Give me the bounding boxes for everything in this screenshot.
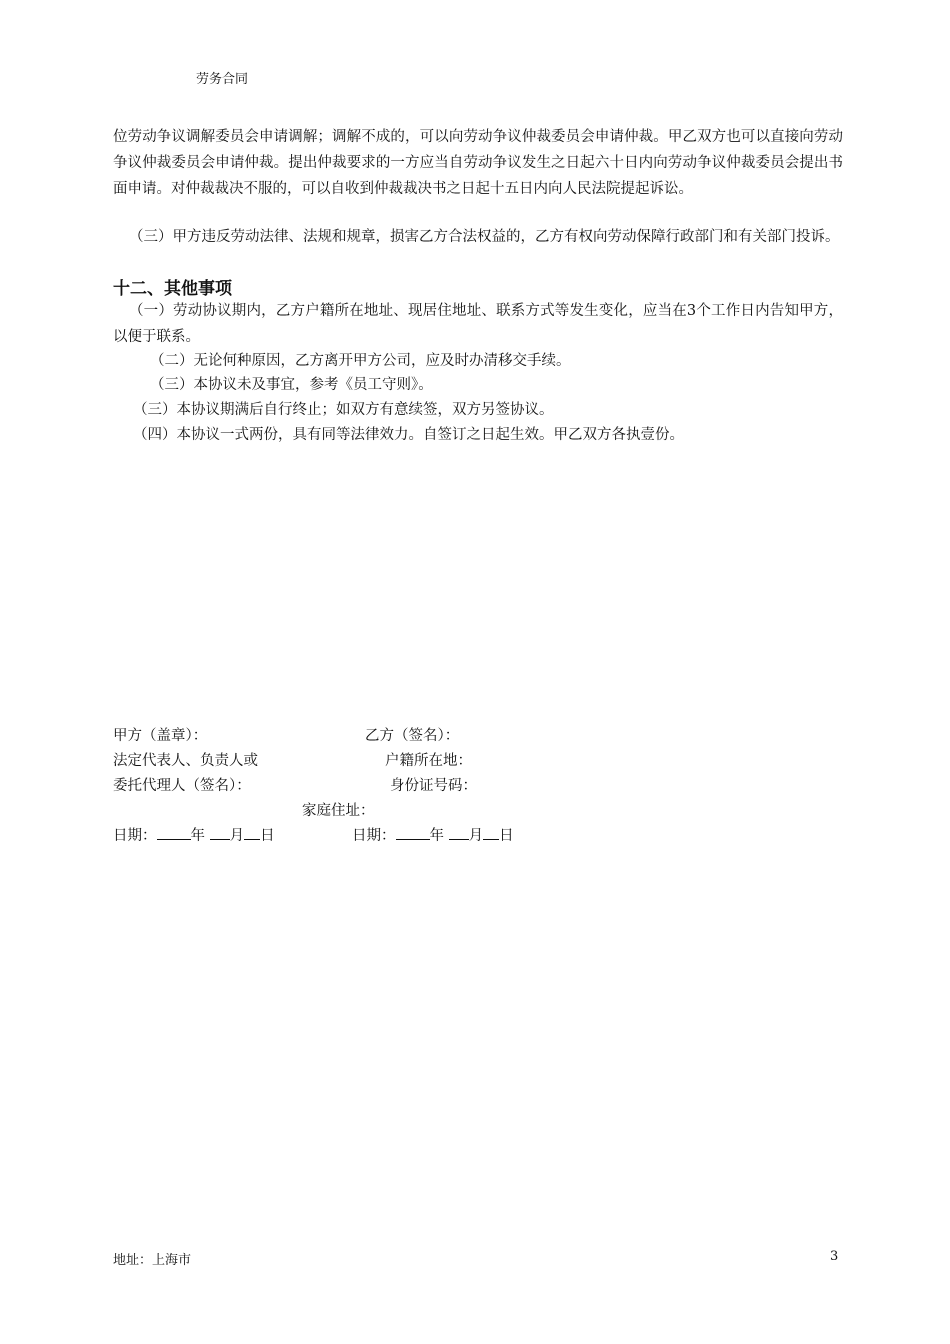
day-label: 日 bbox=[499, 828, 514, 844]
id-number-label: 身份证号码： bbox=[390, 778, 477, 794]
list-item-contact-change: （一）劳动协议期内，乙方户籍所在地址、现居住地址、联系方式等发生变化，应当在3个工作日内告知甲方，以便于联系。 bbox=[113, 303, 843, 345]
month-label: 月 bbox=[468, 828, 484, 844]
month-blank bbox=[449, 825, 469, 840]
year-label: 年 bbox=[429, 828, 444, 844]
list-item-copies: （四）本协议一式两份，具有同等法律效力。自签订之日起生效。甲乙双方各执壹份。 bbox=[133, 427, 684, 443]
party-b-sign-label: 乙方（签名）： bbox=[365, 728, 460, 744]
page-number: 3 bbox=[830, 1249, 839, 1264]
legal-representative-label: 法定代表人、负责人或 bbox=[113, 753, 258, 769]
month-blank bbox=[210, 825, 230, 840]
list-item-employee-handbook: （三）本协议未及事宜，参考《员工守则》。 bbox=[150, 377, 433, 393]
date-line-party-b bbox=[352, 824, 514, 845]
paragraph-arbitration: 位劳动争议调解委员会申请调解；调解不成的，可以向劳动争议仲裁委员会申请仲裁。甲乙双方也可以直接向劳动争议仲裁委员会申请仲裁。提出仲裁要求的一方应当自劳动争议发生之日起六十日内向劳动争议仲裁委员会提出书面申请。对仲裁裁决不服的，可以自收到仲裁裁决书之日起十五日内向人民法院提起诉讼。 bbox=[113, 129, 843, 197]
year-label: 年 bbox=[190, 828, 205, 844]
party-a-seal-label: 甲方（盖章）： bbox=[113, 728, 208, 744]
document-header-title: 劳务合同 bbox=[196, 72, 249, 87]
household-registration-label: 户籍所在地： bbox=[385, 753, 472, 769]
footer-address: 地址：上海市 bbox=[113, 1253, 192, 1268]
day-label: 日 bbox=[260, 828, 275, 844]
date-label: 日期： bbox=[352, 828, 396, 844]
section-heading-other-matters: 十二、其他事项 bbox=[113, 279, 232, 299]
home-address-label: 家庭住址： bbox=[302, 803, 375, 819]
authorized-agent-label: 委托代理人（签名）： bbox=[113, 778, 251, 794]
year-blank bbox=[157, 825, 191, 840]
paragraph-complaint: （三）甲方违反劳动法律、法规和规章，损害乙方合法权益的，乙方有权向劳动保障行政部门和有关部门投诉。 bbox=[129, 229, 840, 245]
list-item-termination: （三）本协议期满后自行终止；如双方有意续签，双方另签协议。 bbox=[133, 402, 554, 418]
date-line-party-a bbox=[113, 824, 275, 845]
date-label: 日期： bbox=[113, 828, 157, 844]
year-blank bbox=[396, 825, 430, 840]
month-label: 月 bbox=[229, 828, 245, 844]
day-blank bbox=[244, 825, 260, 840]
day-blank bbox=[483, 825, 499, 840]
list-item-handover: （二）无论何种原因，乙方离开甲方公司，应及时办清移交手续。 bbox=[150, 353, 571, 369]
